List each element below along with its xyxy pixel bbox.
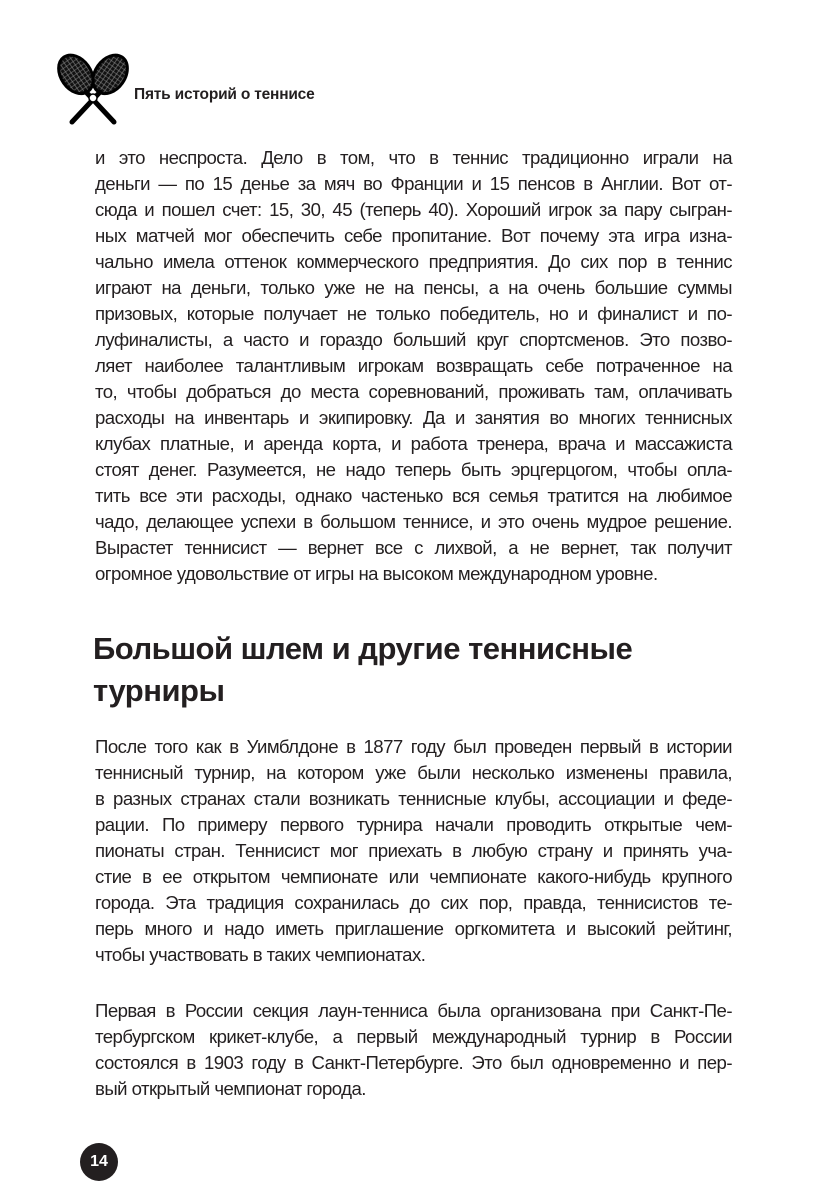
text-line: рации. По примеру первого турнира начали проводить открытые чем- — [95, 814, 732, 835]
body-paragraph-1 — [95, 145, 732, 587]
text-line: ляет наиболее талантливым игрокам возвращать себе потраченное на — [95, 355, 732, 376]
text-line: перь много и надо иметь приглашение оргкомитета и высокий рейтинг, — [95, 918, 732, 939]
running-header-title: Пять историй о теннисе — [134, 86, 315, 103]
text-line: вый открытый чемпионат города. — [95, 1078, 366, 1099]
text-line: расходы на инвентарь и экипировку. Да и занятия во многих теннисных — [95, 407, 732, 428]
text-line: стие в ее открытом чемпионате или чемпионате какого-нибудь крупного — [95, 866, 732, 887]
page-number: 14 — [80, 1143, 118, 1181]
text-line: призовых, которые получает не только победитель, но и финалист и по- — [95, 303, 732, 324]
text-line: сюда и пошел счет: 15, 30, 45 (теперь 40). Хороший игрок за пару сыгран- — [95, 199, 732, 220]
text-line: тербургском крикет-клубе, а первый международный турнир в России — [95, 1026, 732, 1047]
text-line: клубах платные, и аренда корта, и работа тренера, врача и массажиста — [95, 433, 732, 454]
text-line: играют на деньги, только уже не на пенсы, а на очень большие суммы — [95, 277, 732, 298]
text-line: тить все эти расходы, однако частенько вся семья тратится на любимое — [95, 485, 732, 506]
text-line: После того как в Уимблдоне в 1877 году был проведен первый в истории — [95, 736, 732, 757]
text-line: чтобы участвовать в таких чемпионатах. — [95, 944, 426, 965]
text-line: состоялся в 1903 году в Санкт-Петербурге. Это был одновременно и пер- — [95, 1052, 732, 1073]
text-line: Первая в России секция лаун-тенниса была организована при Санкт-Пе- — [95, 1000, 732, 1021]
text-line: луфиналисты, а часто и гораздо больший круг спортсменов. Это позво- — [95, 329, 732, 350]
body-paragraph-3 — [95, 998, 732, 1102]
text-line: деньги — по 15 денье за мяч во Франции и 15 пенсов в Англии. Вот от- — [95, 173, 732, 194]
crossed-tennis-racquets-icon — [52, 48, 134, 126]
section-heading — [93, 628, 733, 712]
text-line: ных матчей мог обеспечить себе пропитание. Вот почему эта игра изна- — [95, 225, 732, 246]
text-line: чально имела оттенок коммерческого предприятия. До сих пор в теннис — [95, 251, 732, 272]
section-heading-line: Большой шлем и другие теннисные — [93, 631, 633, 666]
text-line: города. Эта традиция сохранилась до сих пор, правда, теннисистов те- — [95, 892, 732, 913]
text-line: огромное удовольствие от игры на высоком международном уровне. — [95, 563, 658, 584]
text-line: Вырастет теннисист — вернет все с лихвой, а не вернет, так получит — [95, 537, 732, 558]
text-line: чадо, делающее успехи в большом теннисе, и это очень мудрое решение. — [95, 511, 732, 532]
section-heading-line: турниры — [93, 673, 225, 708]
text-line: то, чтобы добраться до места соревнований, проживать там, оплачивать — [95, 381, 732, 402]
body-paragraph-2 — [95, 734, 732, 968]
text-line: теннисный турнир, на котором уже были несколько изменены правила, — [95, 762, 732, 783]
text-line: в разных странах стали возникать теннисные клубы, ассоциации и феде- — [95, 788, 732, 809]
text-line: пионаты стран. Теннисист мог приехать в любую страну и принять уча- — [95, 840, 732, 861]
text-line: стоят денег. Разумеется, не надо теперь быть эрцгерцогом, чтобы опла- — [95, 459, 732, 480]
text-line: и это неспроста. Дело в том, что в теннис традиционно играли на — [95, 147, 732, 168]
